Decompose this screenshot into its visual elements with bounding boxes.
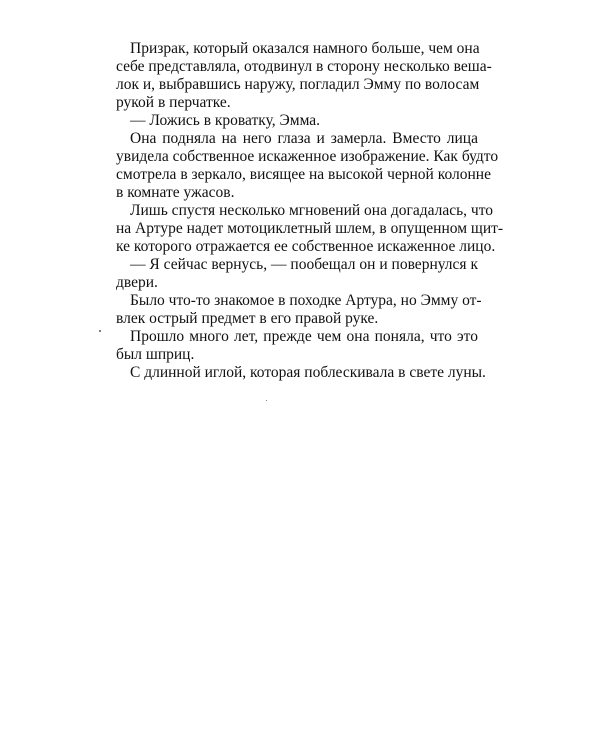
text-line: Прошло много лет, прежде чем она поняла, что это (130, 328, 478, 345)
text-line: себе представляла, отодвинул в сторону несколько веша- (116, 58, 492, 75)
text-line: ке которого отражается ее собственное искаженное лицо. (116, 238, 496, 255)
text-line: Она подняла на него глаза и замерла. Вместо лица (130, 130, 478, 147)
scan-speck (266, 400, 267, 401)
text-line: на Артуре надет мотоциклетный шлем, в опущенном щит- (116, 220, 504, 237)
text-line: смотрела в зеркало, висящее на высокой черной колонне (116, 166, 491, 183)
text-line: в комнате ужасов. (116, 184, 235, 201)
text-line: увидела собственное искаженное изображение. Как будто (116, 148, 499, 165)
text-line: рукой в перчатке. (116, 94, 231, 111)
text-line: Призрак, который оказался намного больше, чем она (130, 40, 480, 57)
scan-speck (99, 330, 101, 332)
text-line: лок и, выбравшись наружу, погладил Эмму по волосам (116, 76, 480, 93)
text-line: — Я сейчас вернусь, — пообещал он и повернулся к (130, 256, 478, 273)
body-text (116, 40, 504, 382)
text-line: был шприц. (116, 346, 195, 363)
text-line: — Ложись в кроватку, Эмма. (130, 112, 321, 129)
text-line: С длинной иглой, которая поблескивала в свете луны. (130, 364, 486, 381)
text-line: Было что-то знакомое в походке Артура, но Эмму от- (130, 292, 482, 309)
text-line: Лишь спустя несколько мгновений она догадалась, что (130, 202, 494, 219)
text-line: влек острый предмет в его правой руке. (116, 310, 379, 327)
text-line: двери. (116, 274, 158, 291)
